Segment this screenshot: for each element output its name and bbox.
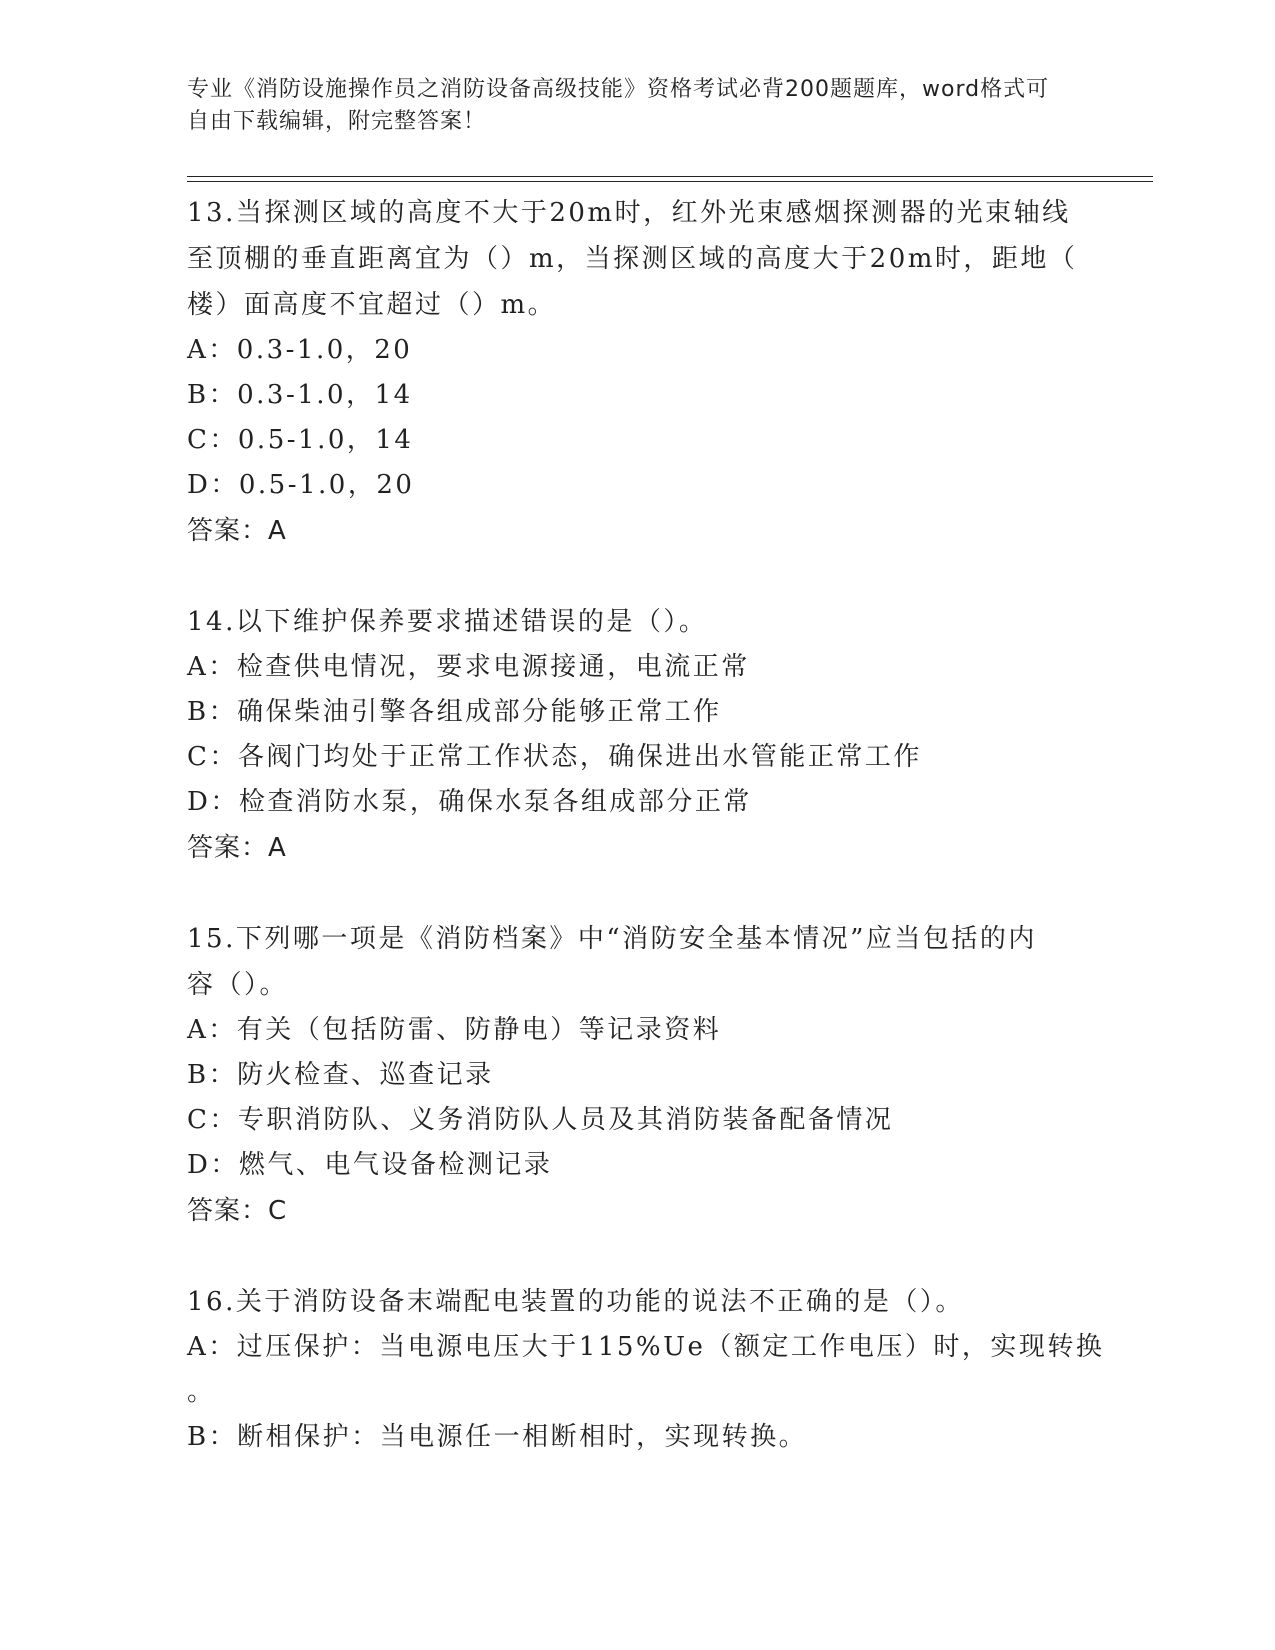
- question-14: [187, 599, 1087, 871]
- question-list: [187, 190, 1105, 1460]
- question-16: [187, 1279, 1105, 1460]
- option-a: A：检查供电情况，要求电源接通，电流正常: [187, 652, 750, 682]
- answer-label: 答案：C: [187, 1196, 288, 1226]
- question-stem-line: 16.关于消防设备末端配电装置的功能的说法不正确的是（）。: [187, 1287, 964, 1317]
- question-spacer: [187, 1234, 1087, 1279]
- option-a: A：有关（包括防雷、防静电）等记录资料: [187, 1015, 722, 1045]
- option-b: B：断相保护：当电源任一相断相时，实现转换。: [187, 1422, 808, 1452]
- option-d: D：0.5-1.0，20: [187, 470, 415, 500]
- option-a-continuation: 。: [187, 1377, 216, 1407]
- option-b: B：0.3-1.0，14: [187, 380, 413, 410]
- header-rule-top: [187, 176, 1153, 177]
- answer-label: 答案：A: [187, 833, 287, 863]
- option-a: A：过压保护：当电源电压大于115%Ue（额定工作电压）时，实现转换: [187, 1332, 1105, 1362]
- question-15: [187, 916, 1087, 1234]
- document-header: 专业《消防设施操作员之消防设备高级技能》资格考试必背200题题库，word格式可自由下载编辑，附完整答案！: [187, 77, 1050, 134]
- option-b: B：确保柴油引擎各组成部分能够正常工作: [187, 697, 722, 727]
- question-spacer: [187, 871, 1087, 916]
- question-spacer: [187, 554, 1087, 599]
- question-stem-line: 至顶棚的垂直距离宜为（）m，当探测区域的高度大于20m时，距地（: [187, 244, 1078, 274]
- option-c: C：0.5-1.0，14: [187, 425, 414, 455]
- option-d: D：燃气、电气设备检测记录: [187, 1150, 553, 1180]
- answer-label: 答案：A: [187, 516, 287, 546]
- question-stem-line: 楼）面高度不宜超过（）m。: [187, 290, 557, 320]
- question-stem-line: 容（）。: [187, 970, 289, 1000]
- option-c: C：专职消防队、义务消防队人员及其消防装备配备情况: [187, 1105, 894, 1135]
- question-stem-line: 14.以下维护保养要求描述错误的是（）。: [187, 607, 708, 637]
- question-13: [187, 190, 1087, 554]
- option-c: C：各阀门均处于正常工作状态，确保进出水管能正常工作: [187, 742, 922, 772]
- question-stem-line: 15.下列哪一项是《消防档案》中“消防安全基本情况”应当包括的内: [187, 924, 1037, 954]
- option-a: A：0.3-1.0，20: [187, 335, 413, 365]
- question-stem-line: 13.当探测区域的高度不大于20m时，红外光束感烟探测器的光束轴线: [187, 198, 1071, 228]
- option-d: D：检查消防水泵，确保水泵各组成部分正常: [187, 787, 752, 817]
- header-rule-bottom: [187, 181, 1153, 182]
- option-b: B：防火检查、巡查记录: [187, 1060, 494, 1090]
